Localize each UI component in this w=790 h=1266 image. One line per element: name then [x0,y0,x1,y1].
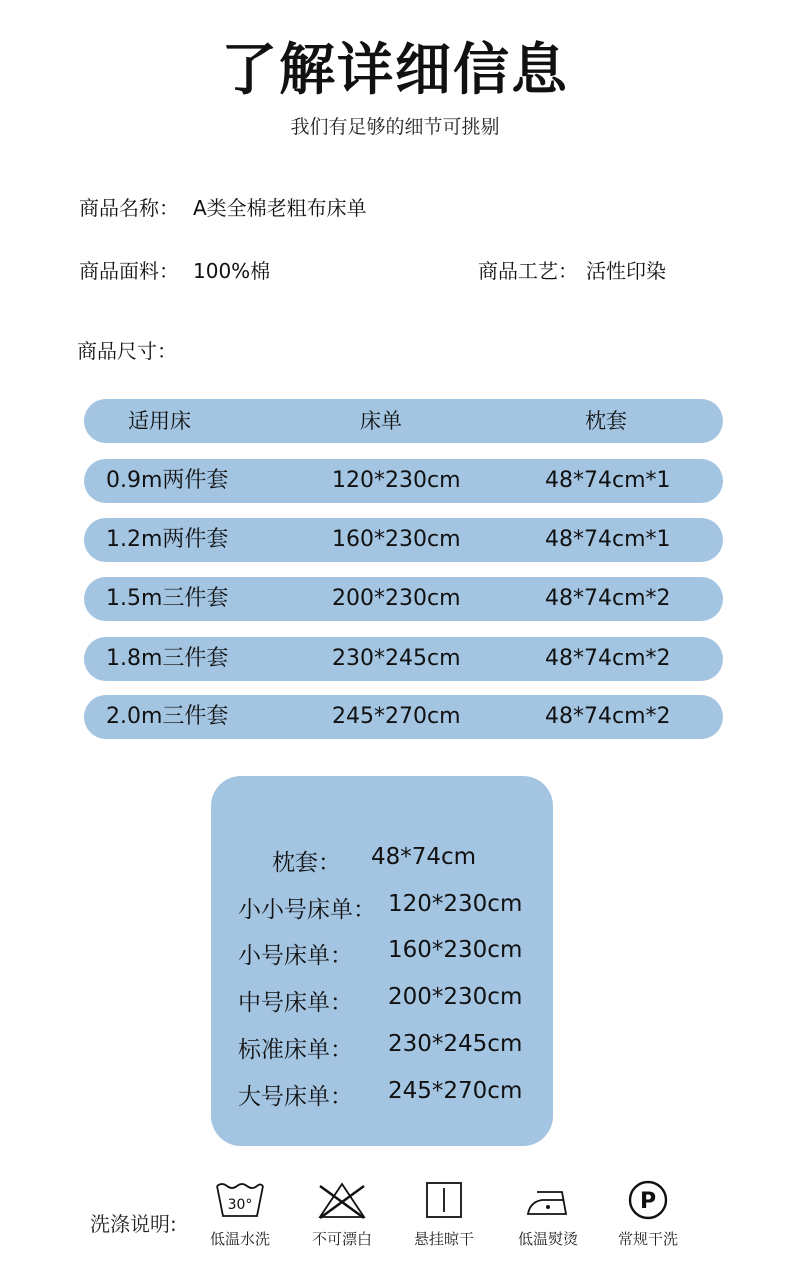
header-pillowcase: 枕套 [585,409,627,433]
care-item-label: 悬挂晾干 [413,1230,474,1248]
size-list-value: 230*245cm [388,1031,523,1057]
wash-temp-text: 30° [227,1197,253,1213]
size-list-item [211,1078,553,1112]
size-list-label: 小小号床单： [238,897,376,923]
fabric-label: 商品面料： [79,259,179,283]
row-pillowcase: 48*74cm*1 [545,527,671,552]
row-pillowcase: 48*74cm*1 [545,468,671,493]
care-item-hang-dry [399,1180,489,1249]
care-item-wash [195,1180,285,1249]
size-list-item [211,937,553,971]
table-row [84,577,723,621]
page-title: 了解详细信息 [221,38,569,103]
dry-clean-p-icon [622,1180,674,1220]
table-row [84,518,723,562]
care-item-label: 低温水洗 [209,1230,270,1248]
care-item-label: 常规干洗 [617,1230,678,1248]
size-list-label: 标准床单： [238,1037,353,1063]
size-list-card [211,776,553,1146]
care-item-label: 不可漂白 [311,1230,372,1248]
table-row [84,695,723,739]
row-sheet: 200*230cm [332,586,461,611]
page-subtitle: 我们有足够的细节可挑剔 [290,116,500,138]
care-item-no-bleach [297,1180,387,1249]
care-item-iron [503,1180,593,1249]
info-craft-row [478,255,666,284]
size-list-label: 枕套： [272,850,341,876]
fabric-value: 100%棉 [193,259,271,283]
care-item-dry-clean [603,1180,693,1249]
dry-clean-letter: P [639,1189,657,1214]
name-label: 商品名称： [79,196,179,220]
size-list-value: 120*230cm [388,891,523,917]
size-list-label: 中号床单： [238,990,353,1016]
no-bleach-icon [316,1180,368,1220]
row-bed: 2.0m三件套 [106,704,229,729]
row-sheet: 230*245cm [332,646,461,671]
table-row [84,459,723,503]
name-value: A类全棉老粗布床单 [193,196,367,220]
size-list-value: 200*230cm [388,984,523,1010]
craft-label: 商品工艺： [478,259,578,283]
row-pillowcase: 48*74cm*2 [545,646,671,671]
row-pillowcase: 48*74cm*2 [545,586,671,611]
row-pillowcase: 48*74cm*2 [545,704,671,729]
info-name-row [79,192,367,221]
iron-low-icon [522,1180,574,1220]
size-list-value: 48*74cm [371,844,477,870]
row-sheet: 120*230cm [332,468,461,493]
header-sheet: 床单 [360,409,402,433]
row-bed: 1.8m三件套 [106,646,229,671]
size-list-item [211,984,553,1018]
wash-30-icon [214,1180,266,1220]
size-list-label: 小号床单： [238,943,353,969]
size-list-item [211,891,553,925]
craft-value: 活性印染 [586,259,666,283]
hang-dry-icon [418,1180,470,1220]
size-list-item [211,844,553,878]
header-bed: 适用床 [128,409,191,433]
size-list-value: 160*230cm [388,937,523,963]
care-label: 洗涤说明: [90,1212,177,1236]
size-list-item [211,1031,553,1065]
table-row [84,637,723,681]
row-bed: 1.5m三件套 [106,586,229,611]
size-section-label: 商品尺寸： [77,339,177,363]
info-fabric-row [79,255,270,284]
row-bed: 1.2m两件套 [106,527,229,552]
table-header [84,399,723,443]
size-list-value: 245*270cm [388,1078,523,1104]
row-bed: 0.9m两件套 [106,468,229,493]
row-sheet: 245*270cm [332,704,461,729]
size-list-label: 大号床单： [238,1084,353,1110]
care-item-label: 低温熨烫 [517,1230,578,1248]
row-sheet: 160*230cm [332,527,461,552]
